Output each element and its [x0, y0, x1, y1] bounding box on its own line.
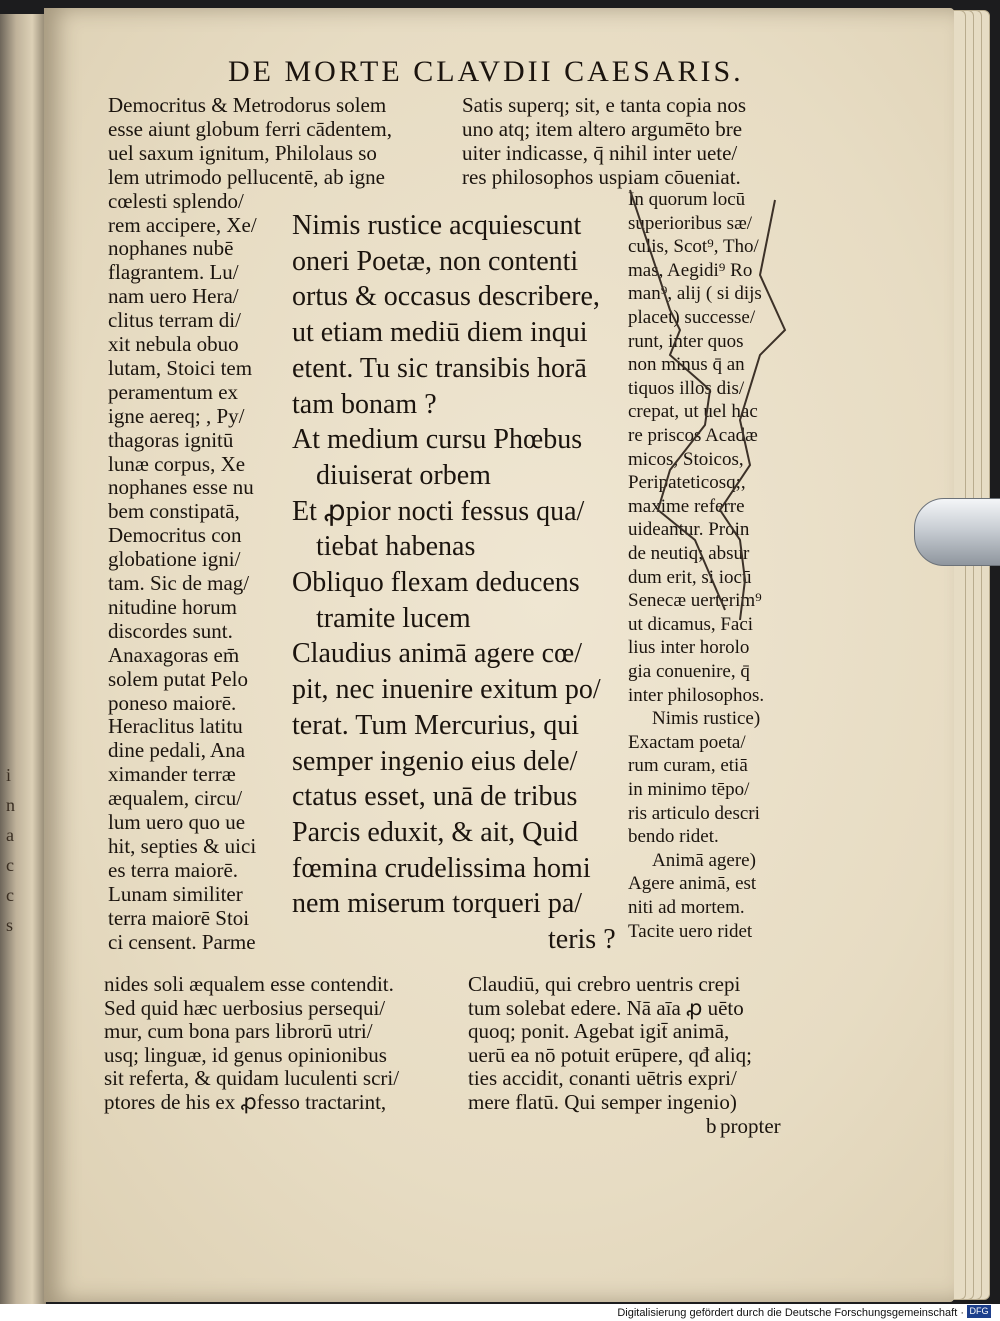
commentary-line: niti ad mortem. [628, 897, 745, 918]
commentary-line: placet) successe/ [628, 307, 756, 328]
left-page-mark: n [6, 795, 15, 815]
top-right-line: uno atq; item altero argumēto bre [462, 117, 743, 141]
commentary-line: Nimis rustice) [652, 708, 761, 730]
bottom-right-line: quoq; ponit. Agebat igit̄ animā, [468, 1019, 730, 1043]
left-page-mark: c [6, 885, 14, 905]
dfg-logo: DFG [967, 1305, 991, 1318]
left-column-line: hit, septies & uici [108, 833, 257, 858]
left-page-mark: s [6, 915, 14, 935]
bottom-right-line: Claudiū, qui crebro uentris crepi [468, 972, 741, 996]
commentary-line: in minimo tēpo/ [628, 779, 750, 800]
commentary-line: uideantur. Proin [628, 519, 750, 541]
commentary-line: maxime referre [628, 495, 745, 517]
left-column-line: lum uero quo ue [108, 810, 246, 834]
catchword: propter [720, 1114, 781, 1138]
top-right-line: Satis superq; sit, e tanta copia nos [462, 93, 747, 117]
commentary-line: Agere animā, est [628, 873, 757, 895]
left-column-line: uel saxum ignitum, Philolaus so [108, 140, 377, 165]
commentary-line: runt, inter quos [628, 330, 744, 352]
left-column-line: Lunam similiter [108, 881, 243, 906]
bottom-right-line: ties accidit, conanti uētris expri/ [468, 1066, 737, 1090]
left-column-line: bem constipatā, [108, 499, 240, 524]
bottom-left-line: mur, cum bona pars librorū utri/ [104, 1019, 373, 1043]
main-text-line: semper ingenio eius dele/ [292, 745, 578, 777]
top-right-line: uiter indicasse, q̄ nihil inter uete/ [462, 141, 738, 165]
footer-credit: Digitalisierung gefördert durch die Deutsche Forschungsgemeinschaft · [617, 1307, 964, 1319]
bottom-right-line: mere flatū. Qui semper ingenio) [468, 1089, 737, 1114]
commentary-line: culis, Scot⁹, Tho/ [628, 236, 759, 258]
left-column-line: Heraclitus latitu [108, 714, 243, 739]
commentary-line: Senecæ uerterim⁹ [628, 590, 762, 612]
main-text-line: ortus & occasus describere, [292, 281, 600, 313]
signature-mark: b [706, 1114, 717, 1138]
left-column-line: flagrantem. Lu/ [108, 260, 239, 285]
left-column-line: cœlesti splendo/ [108, 188, 244, 213]
main-text-line: Nimis rustice acquiescunt [292, 210, 582, 241]
left-column-line: xit nebula obuo [108, 332, 239, 356]
main-text-line: At medium cursu Phœbus [292, 424, 583, 456]
left-page-edge [0, 14, 46, 1304]
left-column-line: globatione igni/ [108, 547, 241, 572]
left-column-line: dine pedali, Ana [108, 738, 246, 763]
commentary-line: inter philosophos. [628, 684, 765, 706]
main-text-line: pit, nec inuenire exitum po/ [292, 674, 601, 706]
left-column-line: lunæ corpus, Xe [108, 451, 246, 476]
commentary-line: de neutiq; absur [628, 543, 750, 564]
commentary-line: Animā agere) [652, 849, 756, 871]
left-column-line: solem putat Pelo [108, 666, 248, 691]
main-text-line: ut etiam mediū diem inqui [292, 317, 588, 349]
bottom-right-line: tum solebat edere. Nā aīa ꝓ uēto [468, 995, 744, 1020]
left-column-line: tam. Sic de mag/ [108, 571, 250, 595]
main-text-line: terat. Tum Mercurius, qui [292, 709, 579, 741]
left-column-line: esse aiunt globum ferri cādentem, [108, 116, 392, 141]
left-column-line: Anaxagoras em̄ [108, 642, 240, 667]
main-text-line: tiebat habenas [316, 531, 476, 563]
main-text-line: etent. Tu sic transibis horā [292, 352, 587, 384]
left-column-line: nitudine horum [108, 594, 237, 619]
commentary-line: micos, Stoicos, [628, 448, 744, 470]
bottom-left-line: Sed quid hæc uerbosius persequi/ [104, 995, 386, 1020]
main-text-line: Obliquo flexam deducens [292, 567, 580, 598]
main-text-line: teris ? [548, 924, 616, 955]
left-column-line: Democritus & Metrodorus solem [108, 93, 387, 117]
main-text-line: fœmina crudelissima homi [292, 852, 591, 884]
left-column-line: thagoras ignitū [108, 427, 234, 452]
commentary-line: superioribus sæ/ [628, 212, 753, 234]
left-column-line: igne aereq; , Py/ [108, 403, 245, 428]
bottom-right-line: uerū ea nō potuit erūpere, qđ aliq; [468, 1042, 752, 1067]
main-text-line: ctatus esset, unā de tribus [292, 781, 578, 813]
main-text-line: tam bonam ? [292, 388, 437, 420]
left-column-line: ximander terræ [108, 762, 236, 787]
commentary-line: Tacite uero ridet [628, 920, 753, 942]
left-column-line: lutam, Stoici tem [108, 355, 253, 380]
main-text-line: nem miserum torqueri pa/ [292, 888, 583, 920]
main-text-line: Claudius animā agere cœ/ [292, 638, 583, 670]
commentary-line: Exactam poeta/ [628, 731, 746, 753]
bottom-left-line: nides soli æqualem esse contendit. [104, 972, 394, 996]
commentary-line: lius inter horolo [628, 637, 750, 659]
left-column-line: clitus terram di/ [108, 308, 241, 333]
commentary-line: Peripateticosq;, [628, 472, 746, 494]
main-text-line: Parcis eduxit, & ait, Quid [292, 816, 579, 848]
left-page-mark: i [6, 765, 12, 785]
left-page-mark: c [6, 855, 14, 875]
commentary-line: non minus q̄ an [628, 354, 745, 376]
main-text-line: oneri Poetæ, non contenti [292, 245, 579, 277]
left-column-line: nam uero Hera/ [108, 284, 239, 309]
running-head: DE MORTE CLAVDII CAESARIS. [228, 55, 744, 88]
left-page-marks [6, 760, 26, 940]
commentary-line: dum erit, si iocū [628, 566, 752, 588]
left-column-line: terra maiorē Stoi [108, 905, 250, 930]
commentary-line: crepat, ut uel hac [628, 401, 758, 423]
commentary-line: ut dicamus, Faci [628, 613, 754, 635]
commentary-line: bendo ridet. [628, 826, 719, 848]
left-column-line: nophanes esse nu [108, 475, 254, 500]
bottom-left-line: sit referta, & quidam luculenti scri/ [104, 1066, 400, 1090]
commentary-line: tiquos illos dis/ [628, 377, 745, 399]
left-page-mark: a [6, 825, 14, 845]
commentary-line: mas, Aegidi⁹ Ro [628, 259, 753, 281]
main-text-line: diuiserat orbem [316, 459, 491, 491]
left-column-line: poneso maiorē. [108, 690, 237, 715]
commentary-line: In quorum locū [628, 189, 746, 210]
left-column-line: peramentum ex [108, 379, 239, 404]
left-column-line: discordes sunt. [108, 618, 233, 643]
bottom-left-line: usq; linguæ, id genus opinionibus [104, 1042, 387, 1067]
bottom-left-line: ptores de his ex ꝓfesso tractarint, [104, 1089, 387, 1114]
commentary-line: man⁹, alij ( si dijs [628, 283, 762, 305]
commentary-line: rum curam, etiā [628, 755, 748, 777]
top-right-line: res philosophos uspiam cōueniat. [462, 165, 741, 189]
left-column-line: æqualem, circu/ [108, 786, 243, 811]
main-text-line: Et ꝓpior nocti fessus qua/ [292, 495, 585, 527]
page-clip [914, 498, 1000, 566]
commentary-line: re priscos Acadæ [628, 425, 758, 446]
left-column-line: ci censent. Parme [108, 929, 256, 954]
commentary-line: gia conuenire, q̄ [628, 661, 750, 682]
pen-scribble [610, 180, 810, 620]
left-column-line: Democritus con [108, 523, 242, 548]
commentary-line: ris articulo descri [628, 802, 760, 824]
left-column-line: rem accipere, Xe/ [108, 212, 257, 237]
left-column-line: lem utrimodo pellucentē, ab igne [108, 164, 385, 189]
main-text-line: tramite lucem [316, 602, 471, 634]
left-column-line: es terra maiorē. [108, 857, 239, 882]
left-column-line: nophanes nubē [108, 236, 234, 261]
